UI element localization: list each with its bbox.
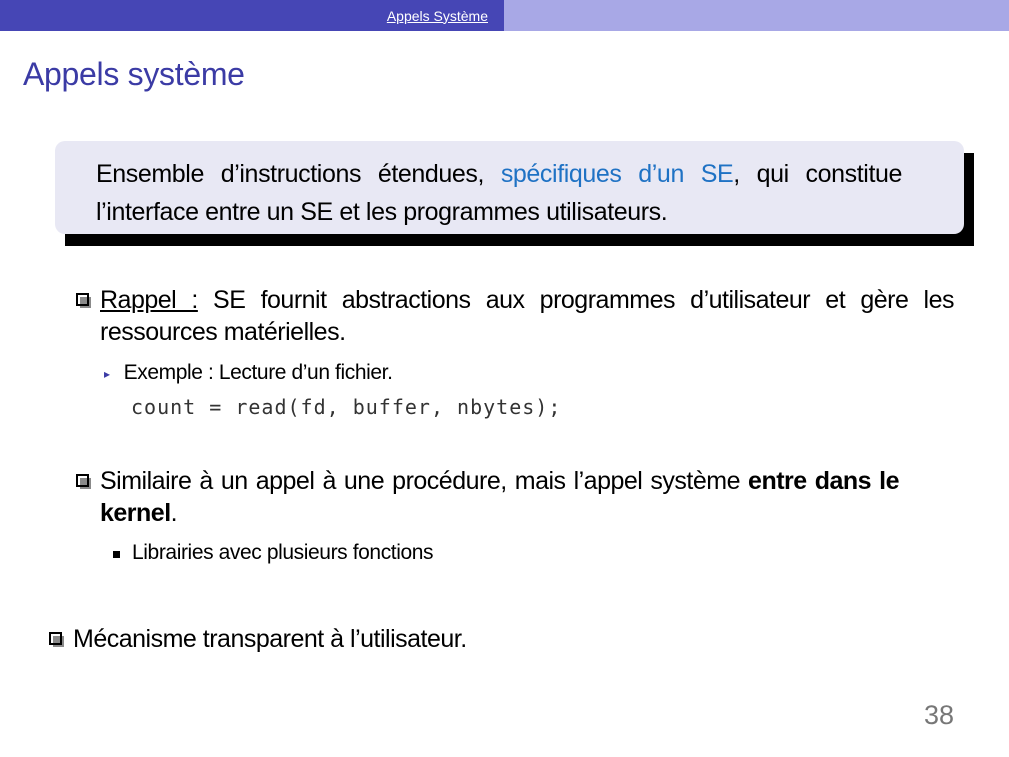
similaire-end: .	[170, 499, 178, 527]
mecanisme-text: Mécanisme transparent à l’utilisateur.	[73, 625, 467, 653]
triangle-bullet-icon: ▸	[104, 367, 110, 381]
header-section[interactable]	[0, 0, 504, 31]
header-section-link[interactable]: Appels Système	[386, 7, 488, 24]
definition-text-1: Ensemble d’instructions étendues,	[96, 160, 501, 188]
similaire-bold: entre dans le kernel	[100, 467, 899, 527]
definition-text-2: , qui constitue l’interface entre un SE et les programmes utilisateurs.	[96, 160, 903, 226]
sub-bullet-exemple	[104, 361, 393, 385]
rappel-label: Rappel :	[100, 286, 198, 314]
bullet-rappel	[76, 284, 954, 348]
checkbox-bullet-icon	[76, 293, 89, 306]
definition-highlight: spécifiques d’un SE	[500, 160, 734, 188]
header-filler	[504, 0, 1009, 31]
definition-box	[55, 141, 964, 234]
exemple-text: Exemple : Lecture d’un fichier.	[123, 361, 393, 384]
slide-title: Appels système	[23, 56, 245, 92]
square-bullet-icon	[113, 551, 120, 558]
checkbox-bullet-icon	[49, 632, 62, 645]
checkbox-bullet-icon	[76, 474, 89, 487]
rappel-body: SE fournit abstractions aux programmes d’utilisateur et gère les ressources matérielles.	[100, 286, 954, 346]
librairies-text: Librairies avec plusieurs fonctions	[132, 541, 434, 564]
similaire-body: Similaire à un appel à une procédure, mais l’appel système	[100, 467, 749, 495]
header-bar	[0, 0, 1009, 31]
bullet-rappel-text	[100, 284, 954, 348]
bullet-mecanisme	[49, 623, 467, 655]
bullet-similaire-text	[100, 465, 899, 529]
code-example: count = read(fd, buffer, nbytes);	[131, 395, 562, 419]
bullet-similaire	[76, 465, 899, 529]
page-number: 38	[924, 700, 955, 730]
sub-bullet-librairies	[113, 541, 433, 565]
